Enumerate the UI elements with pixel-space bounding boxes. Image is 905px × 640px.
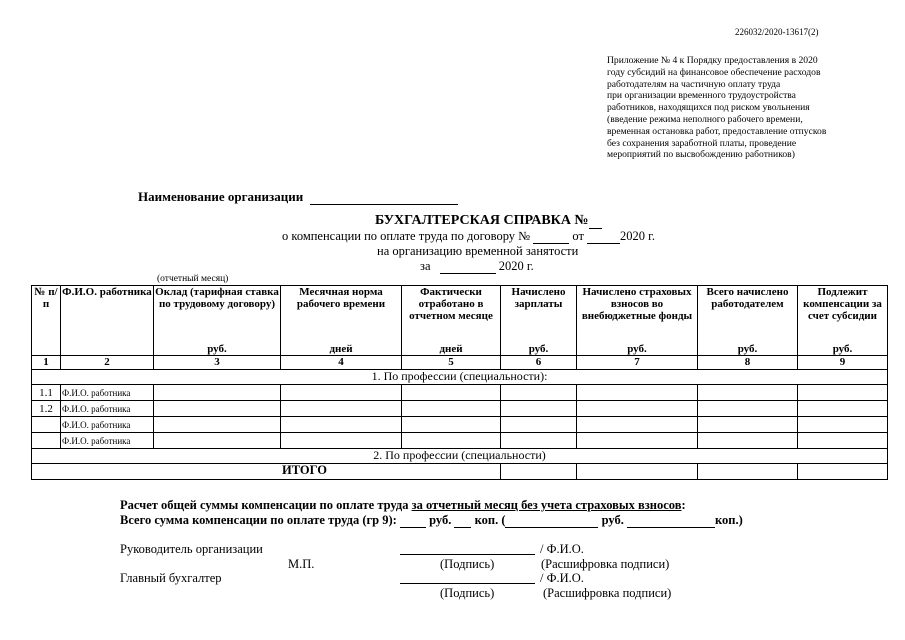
table-header-row xyxy=(32,286,888,343)
document-number: 226032/2020-13617(2) xyxy=(735,27,819,37)
total-label: ИТОГО xyxy=(282,463,327,477)
rub-blank[interactable] xyxy=(400,516,426,528)
kop-words-blank[interactable] xyxy=(627,516,715,528)
table-cell[interactable] xyxy=(501,417,577,433)
unit-cell: дней xyxy=(402,342,501,356)
title-text: БУХГАЛТЕРСКАЯ СПРАВКА № xyxy=(375,213,589,228)
table-cell[interactable] xyxy=(281,385,402,401)
table-cell[interactable] xyxy=(402,401,501,417)
table-cell[interactable] xyxy=(501,401,577,417)
unit-cell: руб. xyxy=(798,342,888,356)
column-number: 5 xyxy=(402,356,501,370)
head-label: Руководитель организации xyxy=(120,542,263,556)
contract-number-blank xyxy=(533,232,569,244)
title-number-blank xyxy=(589,216,602,229)
section-1-heading: 1. По профессии (специальности): xyxy=(32,370,888,385)
table-cell[interactable] xyxy=(698,417,798,433)
appendix-line: Приложение № 4 к Порядку предоставления в 2020 xyxy=(607,55,818,66)
table-cell[interactable] xyxy=(402,385,501,401)
table-cell[interactable] xyxy=(402,417,501,433)
row-index xyxy=(32,417,61,433)
header-cell: Оклад (тарифная ставка по трудовому договору) xyxy=(154,286,281,343)
head-sign-caption: (Подпись) xyxy=(440,557,495,571)
table-cell[interactable] xyxy=(798,433,888,449)
chief-accountant-label: Главный бухгалтер xyxy=(120,571,222,585)
appendix-note xyxy=(607,55,826,161)
subtitle-line-2: на организацию временной занятости xyxy=(377,244,579,258)
header-cell: Начислено зарплаты xyxy=(501,286,577,343)
head-fio: / Ф.И.О. xyxy=(540,542,584,556)
table-row xyxy=(32,433,888,449)
table-cell[interactable] xyxy=(798,401,888,417)
calc-total-label: Всего сумма компенсации по оплате труда (гр 9): xyxy=(120,513,397,527)
employee-name-cell[interactable]: Ф.И.О. работника xyxy=(61,433,154,449)
header-cell: № п/п xyxy=(32,286,61,356)
organization-label: Наименование организации xyxy=(138,189,304,204)
subtitle-line-3 xyxy=(420,259,534,274)
header-cell: Ф.И.О. работника xyxy=(61,286,154,356)
table-row xyxy=(32,417,888,433)
chief-signature-line[interactable] xyxy=(400,583,535,584)
table-cell[interactable] xyxy=(402,433,501,449)
unit-cell: руб. xyxy=(698,342,798,356)
table-cell[interactable] xyxy=(798,417,888,433)
row-index xyxy=(32,433,61,449)
table-cell[interactable] xyxy=(281,417,402,433)
contract-date-blank xyxy=(587,232,620,244)
section-row xyxy=(32,370,888,385)
organization-name-field xyxy=(138,189,458,205)
chief-sign-caption: (Подпись) xyxy=(440,586,495,600)
table-cell[interactable] xyxy=(501,433,577,449)
calc-kop-words-label: коп.) xyxy=(714,513,743,527)
total-cell[interactable] xyxy=(501,464,577,480)
chief-decode-caption: (Расшифровка подписи) xyxy=(543,586,672,600)
stamp-label: М.П. xyxy=(288,557,315,571)
subtitle-period-prefix: за xyxy=(420,259,431,273)
appendix-line: работников, находящихся под риском увольнения xyxy=(607,102,810,114)
subtitle-period-year: 2020 г. xyxy=(498,259,534,273)
table-cell[interactable] xyxy=(281,433,402,449)
appendix-line: временная остановка работ, предоставление отпусков xyxy=(607,125,827,137)
table-cell[interactable] xyxy=(154,401,281,417)
header-cell: Месячная норма рабочего времени xyxy=(281,286,402,343)
calc-kop-label: коп. ( xyxy=(474,513,506,527)
table-cell[interactable] xyxy=(577,417,698,433)
row-index: 1.2 xyxy=(32,401,61,417)
table-cell[interactable] xyxy=(698,433,798,449)
unit-cell: руб. xyxy=(577,342,698,356)
subtitle-from: от xyxy=(572,229,584,243)
unit-cell: руб. xyxy=(154,342,281,356)
column-number: 4 xyxy=(281,356,402,370)
section-2-heading: 2. По профессии (специальности) xyxy=(32,449,888,464)
header-cell: Начислено страховых взносов во внебюджетные фонды xyxy=(577,286,698,343)
calc-rub-words-label: руб. xyxy=(601,513,624,527)
total-row xyxy=(32,464,888,480)
subtitle-year: 2020 г. xyxy=(620,229,656,243)
table-cell[interactable] xyxy=(154,417,281,433)
calc-rub-label: руб. xyxy=(429,513,452,527)
document-title xyxy=(375,213,602,229)
column-numbers-row xyxy=(32,356,888,370)
column-number: 8 xyxy=(698,356,798,370)
organization-blank xyxy=(310,192,458,205)
table-cell[interactable] xyxy=(577,433,698,449)
head-decode-caption: (Расшифровка подписи) xyxy=(541,557,670,571)
column-number: 6 xyxy=(501,356,577,370)
table-cell[interactable] xyxy=(154,385,281,401)
unit-cell: руб. xyxy=(501,342,577,356)
appendix-line: году субсидий на финансовое обеспечение расходов xyxy=(607,66,821,78)
calc-heading-underlined: за отчетный месяц без учета страховых взносов xyxy=(411,498,682,512)
appendix-line: (введение режима неполного рабочего времени, xyxy=(607,113,803,125)
table-cell[interactable] xyxy=(281,401,402,417)
calc-heading-prefix: Расчет общей суммы компенсации по оплате труда xyxy=(120,498,412,512)
total-label-cell xyxy=(32,464,501,480)
subtitle-line-1 xyxy=(282,229,655,244)
table-cell[interactable] xyxy=(577,385,698,401)
section-row xyxy=(32,449,888,464)
period-blank xyxy=(440,262,496,274)
table-row xyxy=(32,385,888,401)
table-cell[interactable] xyxy=(154,433,281,449)
calculation-total-line xyxy=(120,513,743,528)
appendix-line: без сохранения заработной платы, проведение xyxy=(607,137,797,149)
employee-name-cell[interactable]: Ф.И.О. работника xyxy=(61,401,154,417)
table-cell[interactable] xyxy=(698,385,798,401)
table-cell[interactable] xyxy=(698,401,798,417)
appendix-line: работодателям на частичную оплату труда xyxy=(607,78,781,90)
chief-fio: / Ф.И.О. xyxy=(540,571,584,585)
table-row xyxy=(32,401,888,417)
table-cell[interactable] xyxy=(798,385,888,401)
column-number: 3 xyxy=(154,356,281,370)
employee-name-cell[interactable]: Ф.И.О. работника xyxy=(61,417,154,433)
kop-blank[interactable] xyxy=(454,516,471,528)
calc-heading-end: : xyxy=(681,498,686,512)
column-number: 1 xyxy=(32,356,61,370)
table-cell[interactable] xyxy=(577,401,698,417)
employee-name-cell[interactable]: Ф.И.О. работника xyxy=(61,385,154,401)
header-cell: Фактически отработано в отчетном месяце xyxy=(402,286,501,343)
period-note: (отчетный месяц) xyxy=(157,274,229,284)
appendix-line: при организации временного трудоустройства xyxy=(607,90,796,102)
total-cell[interactable] xyxy=(577,464,698,480)
compensation-table xyxy=(31,285,888,480)
header-cell: Подлежит компенсации за счет субсидии xyxy=(798,286,888,343)
appendix-line: мероприятий по высвобождению работников) xyxy=(607,149,795,161)
table-units-row xyxy=(32,342,888,356)
total-cell[interactable] xyxy=(798,464,888,480)
header-cell: Всего начислено работодателем xyxy=(698,286,798,343)
rub-words-blank[interactable] xyxy=(505,516,598,528)
column-number: 2 xyxy=(61,356,154,370)
total-cell[interactable] xyxy=(698,464,798,480)
row-index: 1.1 xyxy=(32,385,61,401)
column-number: 9 xyxy=(798,356,888,370)
table-cell[interactable] xyxy=(501,385,577,401)
head-signature-line[interactable] xyxy=(400,554,535,555)
column-number: 7 xyxy=(577,356,698,370)
calculation-heading xyxy=(120,498,686,513)
unit-cell: дней xyxy=(281,342,402,356)
subtitle-contract: о компенсации по оплате труда по договору № xyxy=(282,229,531,243)
